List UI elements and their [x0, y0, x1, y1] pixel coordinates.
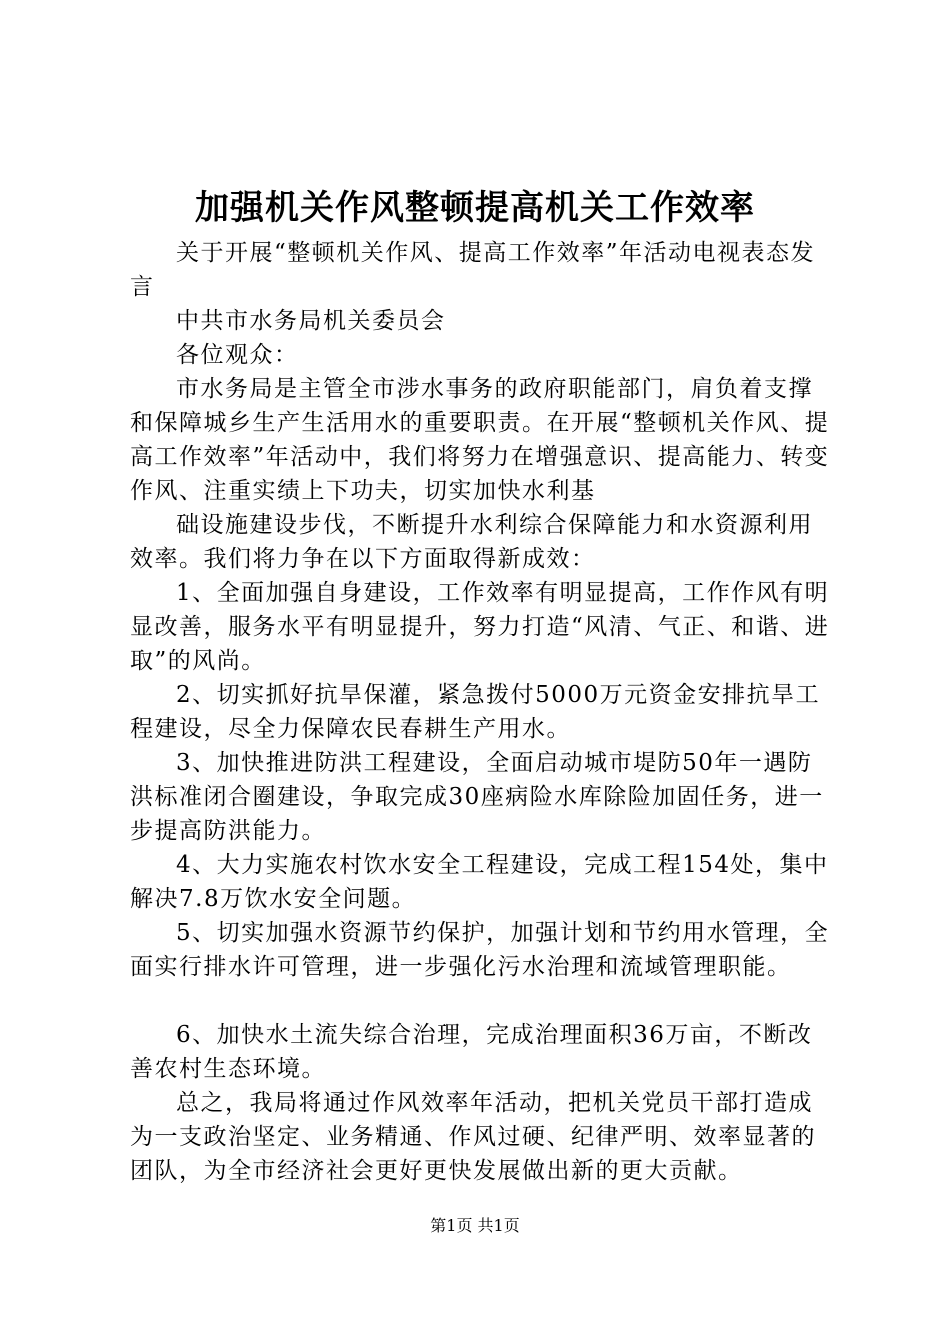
- paragraph-author: 中共市水务局机关委员会: [176, 308, 446, 334]
- list-item-2: 2、切实抓好抗旱保灌，紧急拨付5000万元资金安排抗旱工程建设，尽全力保障农民春耕生产用水。: [130, 682, 821, 742]
- list-item-4: 4、大力实施农村饮水安全工程建设，完成工程154处，集中解决7.8万饮水安全问题。: [130, 852, 829, 912]
- list-item-3: 3、加快推进防洪工程建设，全面启动城市堤防50年一遇防洪标准闭合圈建设，争取完成30座病险水库除险加固任务，进一步提高防洪能力。: [130, 750, 824, 844]
- paragraph-conclusion: 总之，我局将通过作风效率年活动，把机关党员干部打造成为一支政治坚定、业务精通、作风过硬、纪律严明、效率显著的团队，为全市经济社会更好更快发展做出新的更大贡献。: [130, 1090, 816, 1184]
- document-title: 加强机关作风整顿提高机关工作效率: [195, 188, 755, 228]
- list-item-6: 6、加快水土流失综合治理，完成治理面积36万亩，不断改善农村生态环境。: [130, 1022, 813, 1082]
- list-item-5: 5、切实加强水资源节约保护，加强计划和节约用水管理，全面实行排水许可管理，进一步强化污水治理和流域管理职能。: [130, 920, 830, 980]
- paragraph-intro: 市水务局是主管全市涉水事务的政府职能部门，肩负着支撑和保障城乡生产生活用水的重要职责。在开展“整顿机关作风、提高工作效率”年活动中，我们将努力在增强意识、提高能力、转变作风、注重实绩上下功夫，切实加快水利基: [130, 376, 830, 504]
- paragraph-topic: 关于开展“整顿机关作风、提高工作效率”年活动电视表态发言: [130, 240, 816, 300]
- paragraph-intro-continued: 础设施建设步伐，不断提升水利综合保障能力和水资源利用效率。我们将力争在以下方面取得新成效：: [130, 512, 813, 572]
- paragraph-salutation: 各位观众：: [176, 342, 299, 368]
- page-number-footer: 第1页 共1页: [430, 1216, 520, 1235]
- document-body: [130, 236, 835, 1188]
- list-item-1: 1、全面加强自身建设，工作效率有明显提高，工作作风有明显改善，服务水平有明显提升，努力打造“风清、气正、和谐、进取”的风尚。: [130, 580, 830, 674]
